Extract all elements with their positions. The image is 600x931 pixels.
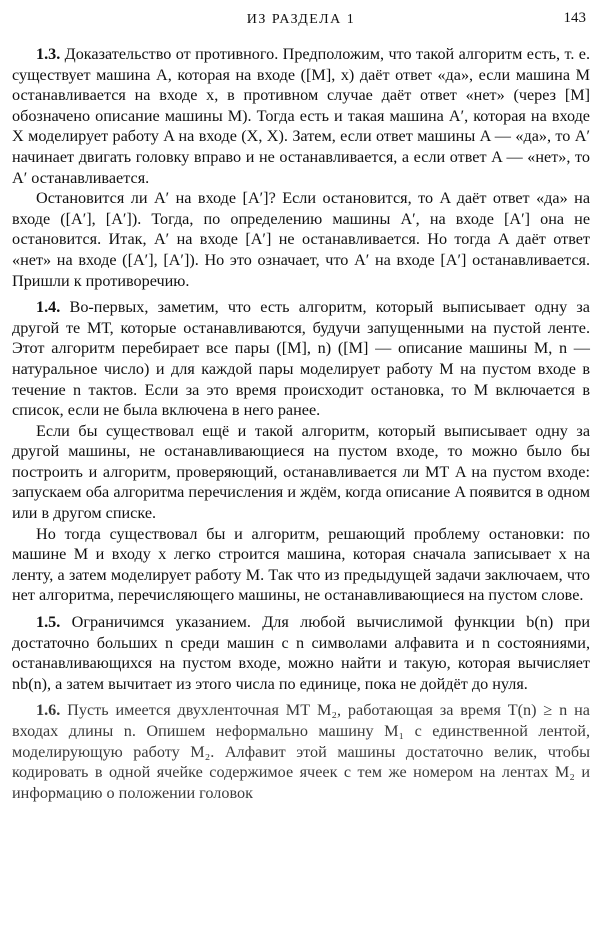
page-number: 143 — [563, 10, 586, 26]
paragraph-text: Во-первых, заметим, что есть алгоритм, который выписывает одну за другой те МТ, которые останавливаются, будучи запущенными на пустой ленте. Этот алгоритм перебирает все пары ([M], n) ([M] — описание машины M, n — натуральное число) и для каждой пары моделирует работу M на пустом входе в течение n тактов. Если за это время происходит остановка, то M включается в список, если не была включена в него ранее. — [12, 298, 590, 420]
solution-number: 1.3. — [36, 45, 61, 63]
solution-1-5-paragraph-1 — [12, 612, 590, 694]
page-content — [12, 44, 590, 803]
solution-number: 1.6. — [36, 701, 61, 720]
solution-1-3-paragraph-1 — [12, 44, 590, 188]
page-header — [12, 6, 590, 34]
solution-number: 1.4. — [36, 298, 61, 317]
paragraph-text: Ограничимся указанием. Для любой вычислимой функции b(n) при достаточно больших n среди машин с n символами алфавита и n состояниями, останавливающихся на пустом входе, можно найти и такую, которая вычисляет nb(n), а затем вычитает из этого числа по единице, пока не дойдёт до нуля. — [12, 613, 590, 693]
solution-1-6-paragraph-1 — [12, 700, 590, 803]
solution-1-4-paragraph-1 — [12, 297, 590, 421]
solution-1-4-paragraph-3: Но тогда существовал бы и алгоритм, решающий проблему остановки: по машине M и входу x легко строится машина, которая сначала записывает x на ленту, а затем моделирует работу M. Так что из предыдущей задачи заключаем, что нет алгоритма, перечисляющего машины, не останавливающиеся на пустом слове. — [12, 524, 590, 605]
solution-1-4-paragraph-2: Если бы существовал ещё и такой алгоритм, который выписывает одну за другой машины, не останавливающиеся на пустом входе, то можно было бы построить и алгоритм, проверяющий, останавливается ли МТ A на пустом входе: запускаем оба алгоритма перечисления и ждём, когда описание A появится в одном или в другом списке. — [12, 421, 590, 523]
running-head: ИЗ РАЗДЕЛА 1 — [246, 12, 356, 27]
paragraph-text: Доказательство от противного. Предположим, что такой алгоритм есть, т. е. существует машина A, которая на входе ([M], x) даёт ответ «да», если машина M останавливается на входе x, в противном случае даёт ответ «нет» (через [M] обозначено описание машины M). Тогда есть и такая машина A′, которая на входе X моделирует работу A на входе (X, X). Затем, если ответ машины A — «да», то A′ начинает двигать головку вправо и не останавливается, а если ответ A — «нет», то A′ останавливается. — [12, 45, 590, 187]
solution-1-3-paragraph-2: Остановится ли A′ на входе [A′]? Если остановится, то A даёт ответ «да» на входе ([A′], [A′]). Тогда, по определению машины A′, на входе [A′] она не остановится. Итак, A′ на входе [A′] не останавливается. Но тогда A даёт ответ «нет» на входе ([A′], [A′]). Но это означает, что A′ на входе [A′] останавливается. Пришли к противоречию. — [12, 189, 590, 290]
solution-number: 1.5. — [36, 613, 61, 632]
paragraph-text: Пусть имеется двухленточная МТ M₂, работающая за время T(n) ≥ n на входах длины n. Опишем неформально машину M₁ с единственной лентой, моделирующую работу M₂. Алфавит этой машины достаточно велик, чтобы кодировать в одной ячейке содержимое ячеек с тем же номером на лентах M₂ и информацию о положении головок — [12, 701, 590, 802]
